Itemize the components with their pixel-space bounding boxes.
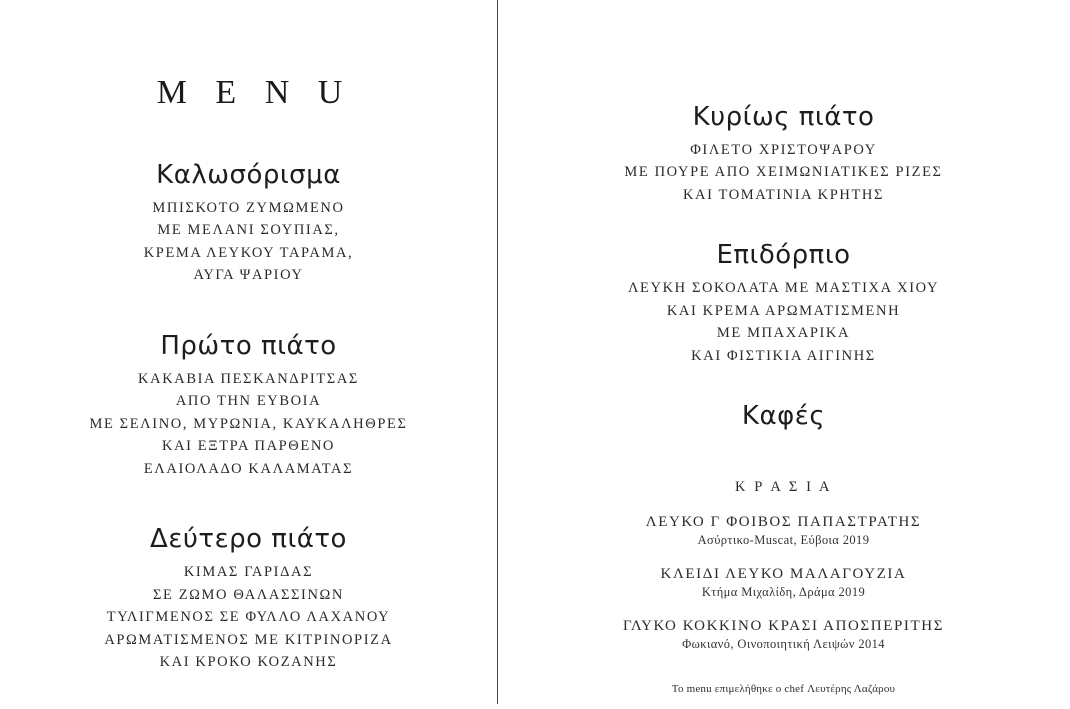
- menu-section-main-course: [497, 102, 1070, 206]
- menu-line: ΣΕ ΖΩΜΟ ΘΑΛΑΣΣΙΝΩΝ: [152, 586, 344, 603]
- section-lines: [0, 561, 497, 673]
- menu-line: ΜΕ ΜΕΛΑΝΙ ΣΟΥΠΙΑΣ,: [157, 222, 340, 239]
- menu-section-first-course: [0, 331, 497, 480]
- menu-line: ΚΙΜΑΣ ΓΑΡΙΔΑΣ: [183, 564, 314, 581]
- section-lines: [0, 368, 497, 480]
- menu-line: ΚΑΙ ΚΡΕΜΑ ΑΡΩΜΑΤΙΣΜΕΝΗ: [666, 302, 901, 319]
- menu-line: ΜΠΙΣΚΟΤΟ ΖΥΜΩΜΕΝΟ: [152, 200, 345, 216]
- section-heading: Καφές: [741, 401, 826, 432]
- section-lines: [0, 197, 497, 287]
- wine-entry: [497, 566, 1070, 600]
- menu-line: ΚΑΙ ΤΟΜΑΤΙΝΙΑ ΚΡΗΤΗΣ: [682, 186, 885, 203]
- menu-line: ΜΕ ΣΕΛΙΝΟ, ΜΥΡΩΝΙΑ, ΚΑΥΚΑΛΗΘΡΕΣ: [89, 415, 408, 432]
- wine-detail: Φωκιανό, Οινοποιητική Λειψών 2014: [682, 637, 885, 652]
- menu-line: ΑΡΩΜΑΤΙΣΜΕΝΟΣ ΜΕ ΚΙΤΡΙΝΟΡΙΖΑ: [104, 631, 393, 648]
- menu-left-column: [0, 0, 497, 709]
- menu-line: ΜΕ ΜΠΑΧΑΡΙΚΑ: [716, 325, 851, 342]
- section-heading: Δεύτερο πιάτο: [150, 524, 347, 555]
- menu-line: ΜΕ ΠΟΥΡΕ ΑΠΟ ΧΕΙΜΩΝΙΑΤΙΚΕΣ ΡΙΖΕΣ: [624, 164, 943, 181]
- menu-section-second-course: [0, 524, 497, 673]
- wine-list: [497, 479, 1070, 652]
- section-heading: Καλωσόρισμα: [156, 160, 341, 190]
- section-lines: [497, 277, 1070, 367]
- menu-line: ΦΙΛΕΤΟ ΧΡΙΣΤΟΨΑΡΟΥ: [690, 142, 877, 158]
- menu-line: ΤΥΛΙΓΜΕΝΟΣ ΣΕ ΦΥΛΛΟ ΛΑΧΑΝΟΥ: [106, 609, 391, 626]
- wine-name: ΛΕΥΚΟ Γ ΦΟΙΒΟΣ ΠΑΠΑΣΤΡΑΤΗΣ: [645, 514, 922, 531]
- menu-section-welcome: [0, 160, 497, 287]
- page-title: M E N U: [156, 74, 353, 111]
- menu-line: ΚΑΚΑΒΙΑ ΠΕΣΚΑΝΔΡΙΤΣΑΣ: [138, 370, 359, 387]
- menu-line: ΚΡΕΜΑ ΛΕΥΚΟΥ ΤΑΡΑΜΑ,: [143, 244, 354, 261]
- menu-line: ΕΛΑΙΟΛΑΔΟ ΚΑΛΑΜΑΤΑΣ: [143, 460, 354, 477]
- menu-line: ΑΠΟ ΤΗΝ ΕΥΒΟΙΑ: [175, 393, 322, 410]
- menu-line: ΚΑΙ ΚΡΟΚΟ ΚΟΖΑΝΗΣ: [159, 654, 338, 671]
- section-heading: Επιδόρπιο: [716, 240, 851, 271]
- section-lines: [497, 139, 1070, 206]
- section-heading: Κυρίως πιάτο: [692, 102, 875, 132]
- wine-list-title: Κ Ρ Α Σ Ι Α: [734, 479, 833, 496]
- wine-entry: [497, 618, 1070, 652]
- chef-credit-note: Το menu επιμελήθηκε ο chef Λευτέρης Λαζάρου: [671, 683, 896, 695]
- menu-line: ΑΥΓΑ ΨΑΡΙΟΥ: [193, 267, 304, 284]
- wine-entry: [497, 514, 1070, 548]
- section-heading: Πρώτο πιάτο: [160, 330, 337, 361]
- menu-line: ΛΕΥΚΗ ΣΟΚΟΛΑΤΑ ΜΕ ΜΑΣΤΙΧΑ ΧΙΟΥ: [627, 280, 940, 297]
- wine-name: ΓΛΥΚΟ ΚΟΚΚΙΝΟ ΚΡΑΣΙ ΑΠΟΣΠΕΡΙΤΗΣ: [622, 618, 945, 635]
- menu-section-dessert: [497, 240, 1070, 367]
- menu-line: ΚΑΙ ΕΞΤΡΑ ΠΑΡΘΕΝΟ: [162, 438, 335, 455]
- menu-right-column: [497, 0, 1070, 709]
- wine-name: ΚΛΕΙΔΙ ΛΕΥΚΟ ΜΑΛΑΓΟΥΖΙΑ: [660, 566, 907, 583]
- menu-section-coffee: [497, 401, 1070, 431]
- wine-detail: Ασύρτικο-Muscat, Εύβοια 2019: [697, 533, 870, 548]
- wine-detail: Κτήμα Μιχαλίδη, Δράμα 2019: [701, 585, 866, 600]
- menu-line: ΚΑΙ ΦΙΣΤΙΚΙΑ ΑΙΓΙΝΗΣ: [691, 347, 876, 364]
